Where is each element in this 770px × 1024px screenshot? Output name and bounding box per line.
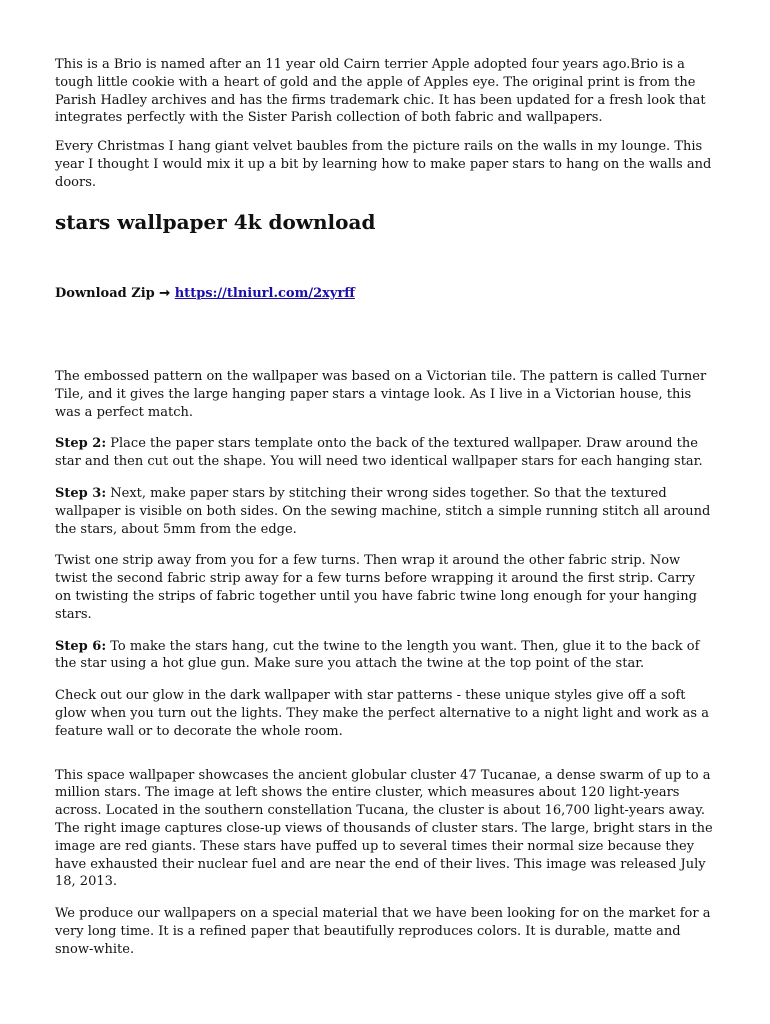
- paragraph-embossed: The embossed pattern on the wallpaper was based on a Victorian tile. The pattern is called Turner Tile, and it gives the large hanging paper stars a vintage look. As I live in a Victorian house, this was a perfect match.: [55, 369, 707, 420]
- download-link[interactable]: https://tlniurl.com/2xyrff: [174, 286, 355, 301]
- step3-label: Step 3:: [55, 485, 107, 501]
- document-page: [55, 56, 715, 957]
- step3-text: Next, make paper stars by stitching their wrong sides together. So that the textured wallpaper is visible on both sides. On the sewing machine, stitch a simple running stitch all around the stars, about 5mm from the edge.: [55, 485, 711, 537]
- paragraph-step3: [55, 485, 715, 538]
- step6-text: To make the stars hang, cut the twine to the length you want. Then, glue it to the back of the star using a hot glue gun. Make sure you attach the twine at the top point of the star.: [55, 638, 700, 672]
- intro-paragraph-christmas: Every Christmas I hang giant velvet baubles from the picture rails on the walls in my lounge. This year I thought I would mix it up a bit by learning how to make paper stars to hang on the walls and doors.: [55, 139, 712, 190]
- paragraph-twist: Twist one strip away from you for a few turns. Then wrap it around the other fabric strip. Now twist the second fabric strip away for a few turns before wrapping it around the first strip. Carry on twisting the strips of fabric together until you have fabric twine long enough for your hanging stars.: [55, 553, 697, 622]
- download-line: [55, 285, 355, 303]
- step2-text: Place the paper stars template onto the back of the textured wallpaper. Draw around the star and then cut out the shape. You will need two identical wallpaper stars for each hanging star.: [55, 436, 703, 470]
- intro-paragraph-brio: This is a Brio is named after an 11 year old Cairn terrier Apple adopted four years ago.Brio is a tough little cookie with a heart of gold and the apple of Apples eye. The original print is from the Parish Hadley archives and has the firms trademark chic. It has been updated for a fresh look that integrates perfectly with the Sister Parish collection of both fabric and wallpapers.: [55, 57, 706, 126]
- article-body: [55, 368, 715, 959]
- arrow-icon: ➞: [159, 286, 171, 301]
- step2-label: Step 2:: [55, 436, 107, 452]
- paragraph-glow: Check out our glow in the dark wallpaper with star patterns - these unique styles give off a soft glow when you turn out the lights. They make the perfect alternative to a night light and work as a feature wall or to decorate the whole room.: [55, 688, 709, 739]
- step6-label: Step 6:: [55, 638, 107, 654]
- page-title: stars wallpaper 4k download: [55, 210, 376, 234]
- paragraph-step6: [55, 638, 715, 674]
- paragraph-step2: [55, 435, 715, 471]
- paragraph-space: This space wallpaper showcases the ancient globular cluster 47 Tucanae, a dense swarm of up to a million stars. The image at left shows the entire cluster, which measures about 120 light-years across. Located in the southern constellation Tucana, the cluster is about 16,700 light-years away. The right image captures close-up views of thousands of cluster stars. The large, bright stars in the image are red giants. These stars have puffed up to several times their normal size because they have exhausted their nuclear fuel and are near the end of their lives. This image was released July 18, 2013.: [55, 767, 713, 890]
- paragraph-produce: We produce our wallpapers on a special material that we have been looking for on the market for a very long time. It is a refined paper that beautifully reproduces colors. It is durable, matte and snow-white.: [55, 906, 711, 957]
- download-label: Download Zip: [55, 286, 155, 301]
